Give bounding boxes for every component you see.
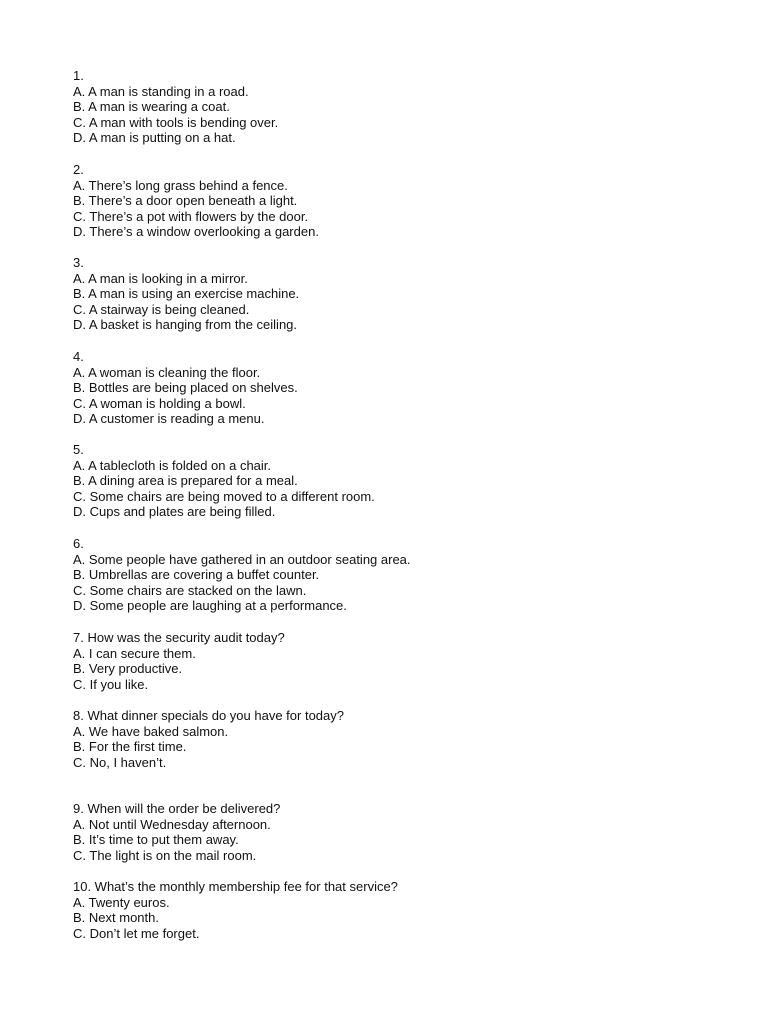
answer-option: A. A tablecloth is folded on a chair.	[73, 457, 272, 473]
answer-option: D. A basket is hanging from the ceiling.	[73, 317, 298, 333]
answer-option: B. Next month.	[73, 910, 159, 926]
answer-option: C. A woman is holding a bowl.	[73, 395, 246, 411]
question-heading: 7. How was the security audit today?	[73, 630, 285, 645]
question-9	[73, 801, 713, 863]
answer-option: B. For the first time.	[73, 739, 187, 755]
question-heading: 6.	[73, 536, 84, 551]
question-8	[73, 708, 713, 770]
answer-option: D. Cups and plates are being filled.	[73, 504, 276, 520]
question-heading: 5.	[73, 442, 84, 457]
answer-option: A. Some people have gathered in an outdoor seating area.	[73, 551, 411, 567]
answer-option: C. No, I haven’t.	[73, 754, 167, 770]
answer-option: C. A man with tools is bending over.	[73, 114, 279, 130]
answer-option: A. Not until Wednesday afternoon.	[73, 816, 271, 832]
answer-option: D. A customer is reading a menu.	[73, 411, 265, 427]
question-heading: 8. What dinner specials do you have for today?	[73, 708, 344, 723]
answer-option: B. There’s a door open beneath a light.	[73, 193, 298, 209]
answer-option: C. The light is on the mail room.	[73, 847, 257, 863]
answer-option: B. A man is using an exercise machine.	[73, 286, 300, 302]
question-3	[73, 255, 713, 333]
question-7	[73, 630, 713, 692]
answer-option: B. It’s time to put them away.	[73, 832, 239, 848]
question-6	[73, 536, 713, 614]
question-heading: 1.	[73, 68, 84, 83]
answer-option: C. If you like.	[73, 676, 149, 692]
question-heading: 4.	[73, 349, 84, 364]
answer-option: D. A man is putting on a hat.	[73, 130, 236, 146]
answer-option: D. Some people are laughing at a performance.	[73, 598, 347, 614]
question-heading: 10. What’s the monthly membership fee for that service?	[73, 879, 398, 894]
answer-option: A. Twenty euros.	[73, 894, 170, 910]
answer-option: A. A woman is cleaning the floor.	[73, 364, 261, 380]
answer-option: A. A man is looking in a mirror.	[73, 270, 248, 286]
answer-option: D. There’s a window overlooking a garden.	[73, 224, 319, 240]
answer-option: B. Bottles are being placed on shelves.	[73, 380, 298, 396]
question-1	[73, 68, 713, 146]
question-heading: 2.	[73, 162, 84, 177]
question-heading: 9. When will the order be delivered?	[73, 801, 281, 816]
answer-option: A. There’s long grass behind a fence.	[73, 177, 288, 193]
answer-option: A. I can secure them.	[73, 645, 196, 661]
answer-option: C. Some chairs are stacked on the lawn.	[73, 582, 307, 598]
answer-option: A. We have baked salmon.	[73, 723, 229, 739]
answer-option: C. There’s a pot with flowers by the door.	[73, 208, 309, 224]
question-heading: 3.	[73, 255, 84, 270]
question-5	[73, 442, 713, 520]
answer-option: C. Don’t let me forget.	[73, 925, 200, 941]
answer-option: A. A man is standing in a road.	[73, 83, 249, 99]
answer-option: C. Some chairs are being moved to a different room.	[73, 488, 375, 504]
answer-option: B. A man is wearing a coat.	[73, 99, 230, 115]
question-2	[73, 162, 713, 240]
question-4	[73, 349, 713, 427]
answer-option: B. A dining area is prepared for a meal.	[73, 473, 298, 489]
question-10	[73, 879, 713, 941]
answer-option: B. Umbrellas are covering a buffet counter.	[73, 567, 320, 583]
answer-option: C. A stairway is being cleaned.	[73, 301, 250, 317]
answer-option: B. Very productive.	[73, 661, 183, 677]
